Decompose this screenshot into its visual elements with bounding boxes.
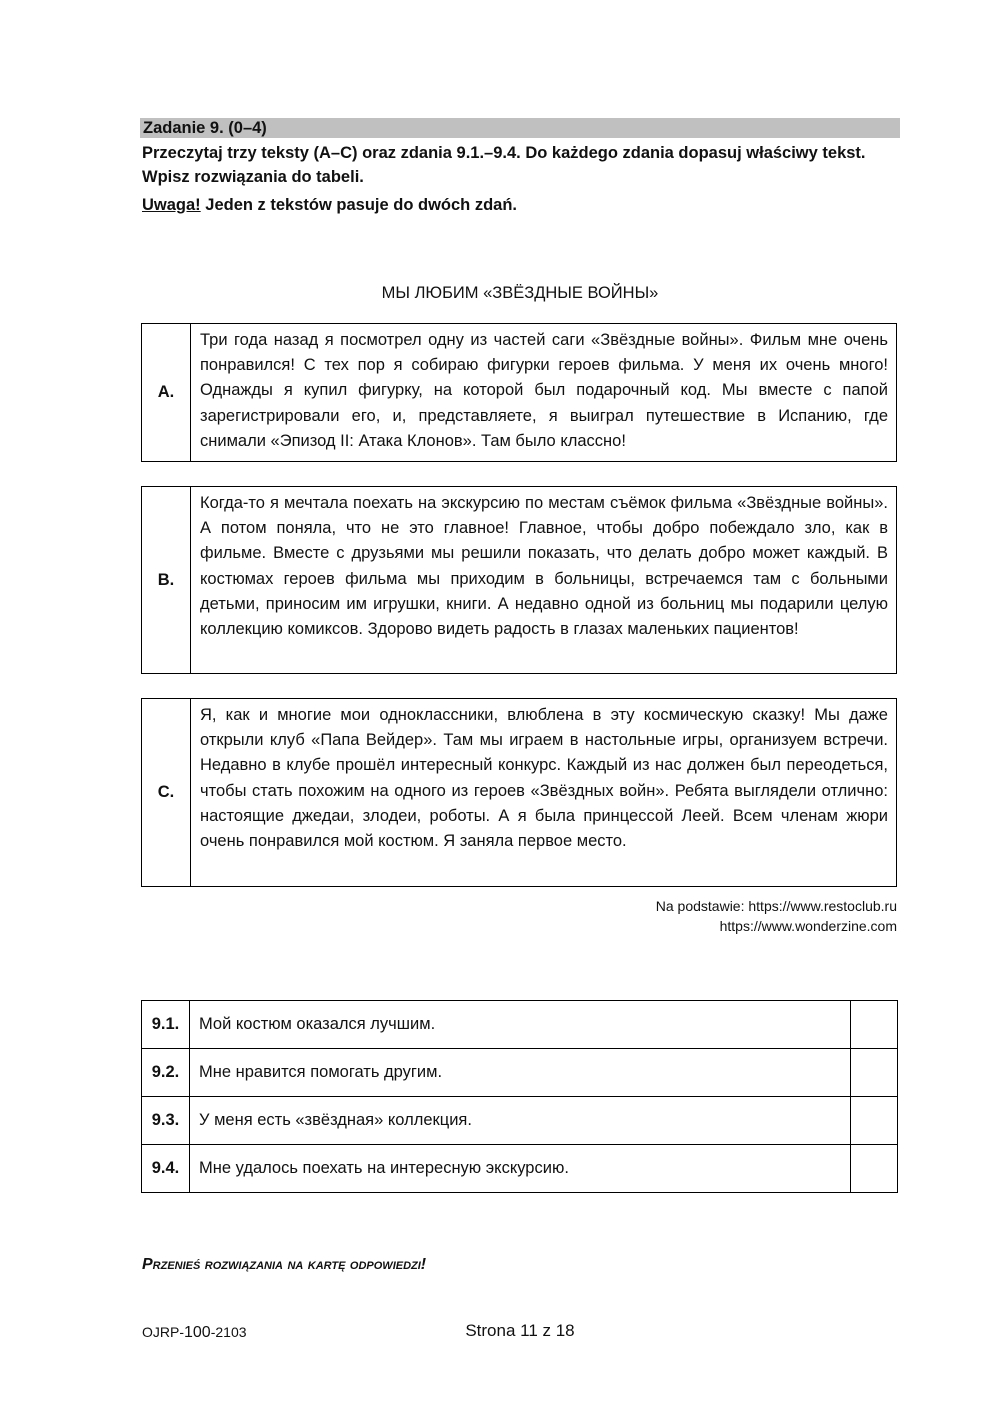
table-row bbox=[142, 1097, 898, 1145]
transfer-first-letter: P bbox=[142, 1256, 153, 1273]
source-attribution bbox=[140, 896, 897, 936]
source-line: Na podstawie: https://www.restoclub.ru bbox=[655, 898, 897, 914]
page-number: Strona 11 z 18 bbox=[465, 1321, 575, 1340]
code-mid: 100 bbox=[184, 1324, 211, 1341]
answer-cell[interactable] bbox=[851, 1145, 898, 1193]
text-body: Я, как и многие мои одноклассники, влюблена в эту космическую сказку! Мы даже открыли клуб «Папа Вейдер». Там мы играем в настольные игры, организуем встречи. Недавно в клубе прошёл интересный конкурс. Каждый из нас должен был переодеться, чтобы стать похожим на одного из героев «Звёздных войн». Ребята выглядели отлично: настоящие джедаи, злодеи, роботы. А я была принцессой Леей. Всем членам жюри очень понравился мой костюм. Я заняла первое место. bbox=[200, 706, 888, 851]
table-row bbox=[142, 1001, 898, 1049]
code-prefix: OJRP- bbox=[142, 1324, 184, 1340]
text-body: Когда-то я мечтала поехать на экскурсию по местам съёмок фильма «Звёздные войны». А потом поняла, что не это главное! Главное, чтобы добро побеждало зло, как в фильме. Вместе с друзьями мы решили показать, что делать добро может каждый. В костюмах героев фильма мы приходим в больницы, встречаемся там с больными детьми, приносим им игрушки, книги. А недавно одной из больниц мы подарили целую коллекцию комиксов. Здорово видеть радость в глазах маленьких пациентов! bbox=[200, 494, 888, 639]
sentence-number: 9.4. bbox=[142, 1145, 190, 1193]
text-box-c bbox=[141, 698, 897, 887]
sentence-text: Мой костюм оказался лучшим. bbox=[190, 1001, 851, 1049]
answer-cell[interactable] bbox=[851, 1049, 898, 1097]
sentence-number: 9.3. bbox=[142, 1097, 190, 1145]
sentence-number: 9.2. bbox=[142, 1049, 190, 1097]
answer-table bbox=[141, 1000, 898, 1193]
transfer-rest: rzenieś rozwiązania na kartę odpowiedzi! bbox=[152, 1256, 427, 1273]
task-header: Zadanie 9. (0–4) bbox=[140, 118, 900, 138]
table-row bbox=[142, 1049, 898, 1097]
code-suffix: -2103 bbox=[210, 1324, 247, 1340]
answer-cell[interactable] bbox=[851, 1097, 898, 1145]
sentence-text: У меня есть «звёздная» коллекция. bbox=[190, 1097, 851, 1145]
transfer-instruction bbox=[142, 1256, 426, 1274]
text-box-b bbox=[141, 486, 897, 674]
sentence-number: 9.1. bbox=[142, 1001, 190, 1049]
task-note bbox=[142, 193, 900, 217]
text-letter: B. bbox=[142, 487, 191, 673]
answer-cell[interactable] bbox=[851, 1001, 898, 1049]
task-instruction: Przeczytaj trzy teksty (A–C) oraz zdania 9.1.–9.4. Do każdego zdania dopasuj właściwy tekst. Wpisz rozwiązania do tabeli. bbox=[142, 144, 866, 186]
sentence-text: Мне нравится помогать другим. bbox=[190, 1049, 851, 1097]
text-letter: C. bbox=[142, 699, 191, 886]
text-box-a bbox=[141, 323, 897, 462]
source-line: https://www.wonderzine.com bbox=[719, 918, 897, 934]
note-text: Jeden z tekstów pasuje do dwóch zdań. bbox=[200, 196, 517, 214]
text-body: Три года назад я посмотрел одну из частей саги «Звёздные войны». Фильм мне очень понравился! С тех пор я собираю фигурки героев фильма. У меня их очень много! Однажды я купил фигурку, на которой был подарочный код. Мы вместе с папой зарегистрировали его, и, представляете, я выиграл путешествие в Испанию, где снимали «Эпизод II: Атака Клонов». Там было классно! bbox=[200, 331, 888, 450]
reading-title: МЫ ЛЮБИМ «ЗВЁЗДНЫЕ ВОЙНЫ» bbox=[381, 284, 659, 302]
table-row bbox=[142, 1145, 898, 1193]
text-letter: A. bbox=[142, 324, 191, 461]
sentence-text: Мне удалось поехать на интересную экскурсию. bbox=[190, 1145, 851, 1193]
note-label: Uwaga! bbox=[142, 196, 201, 214]
